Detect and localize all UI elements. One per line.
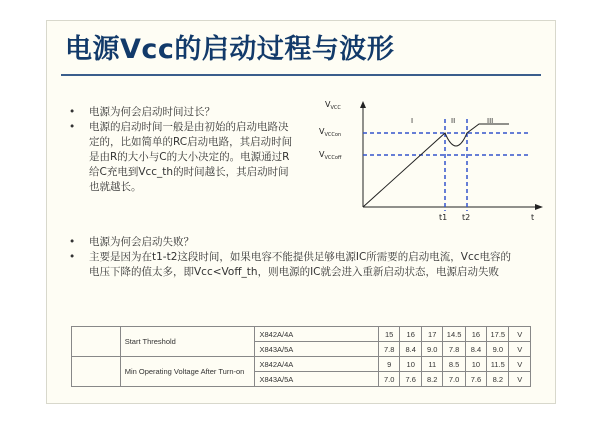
param-cell: Start Threshold <box>120 327 255 357</box>
table-blank-cell <box>72 327 121 357</box>
bullet-text: 电源为何会启动时间过长？ <box>89 106 215 118</box>
phase-1-label: I <box>411 117 414 125</box>
bullet-item <box>69 120 297 195</box>
t1-label: t1 <box>439 213 448 222</box>
value-cell: 7.6 <box>400 372 422 387</box>
value-cell: 11 <box>421 357 443 372</box>
value-cell: 16 <box>465 327 487 342</box>
bullet-item <box>69 250 519 280</box>
param-cell: Min Operating Voltage After Turn-on <box>120 357 255 387</box>
x-axis-label: t <box>531 213 535 222</box>
slide-title: 电源Vcc的启动过程与波形 <box>65 34 395 65</box>
value-cell: 17.5 <box>487 327 509 342</box>
vcc-startup-waveform <box>315 93 547 227</box>
value-cell: 9.0 <box>421 342 443 357</box>
value-cell: 10 <box>465 357 487 372</box>
value-cell: 7.0 <box>378 372 400 387</box>
phase-2-label: II <box>451 117 456 125</box>
x-axis-arrow-icon <box>535 204 543 210</box>
bullet-dot: • <box>69 121 76 133</box>
bullet-dot: • <box>69 106 76 118</box>
unit-cell: V <box>509 372 531 387</box>
y-axis-arrow-icon <box>360 101 366 108</box>
slide <box>46 20 556 404</box>
bullet-text: 主要是因为在t1-t2这段时间，如果电容不能提供足够电源IC所需要的启动电流，Vcc电容的电压下降的值太多，即Vcc<Voff_th，则电源的IC就会进入重新启动状态，电源启动失败 <box>89 251 512 278</box>
value-cell: 8.4 <box>400 342 422 357</box>
bullet-dot: • <box>69 236 76 248</box>
bullet-item <box>69 105 297 120</box>
value-cell: 10 <box>400 357 422 372</box>
t2-label: t2 <box>462 213 471 222</box>
table-blank-cell <box>72 357 121 387</box>
bullet-list-bottom <box>69 235 519 280</box>
vcc-waveform-curve <box>363 124 509 207</box>
value-cell: 11.5 <box>487 357 509 372</box>
bullet-dot: • <box>69 251 76 263</box>
value-cell: 9 <box>378 357 400 372</box>
value-cell: 9.0 <box>487 342 509 357</box>
value-cell: 8.2 <box>487 372 509 387</box>
value-cell: 16 <box>400 327 422 342</box>
table-row <box>72 327 531 342</box>
bullet-text: 电源为何会启动失败？ <box>89 236 194 248</box>
model-cell: X842A/4A <box>255 357 378 372</box>
spec-table <box>71 326 531 387</box>
value-cell: 7.8 <box>443 342 465 357</box>
table-row <box>72 357 531 372</box>
title-divider <box>61 74 541 76</box>
vcc-off-label: $V_{VCCoff}$ <box>319 150 342 161</box>
bullet-text: 电源的启动时间一般是由初始的启动电路决定的，比如简单的RC启动电路，其启动时间是由R的大小与C的大小决定的。电源通过R给C充电到Vcc_th的时间越长，其启动时间也就越长。 <box>89 121 293 193</box>
value-cell: 7.8 <box>378 342 400 357</box>
value-cell: 8.5 <box>443 357 465 372</box>
model-cell: X842A/4A <box>255 327 378 342</box>
value-cell: 15 <box>378 327 400 342</box>
value-cell: 8.4 <box>465 342 487 357</box>
unit-cell: V <box>509 342 531 357</box>
unit-cell: V <box>509 357 531 372</box>
model-cell: X843A/5A <box>255 372 378 387</box>
y-axis-label: $V_{VCC}$ <box>325 100 341 111</box>
bullet-item <box>69 235 519 250</box>
value-cell: 17 <box>421 327 443 342</box>
bullet-list-top <box>69 105 297 195</box>
value-cell: 7.6 <box>465 372 487 387</box>
value-cell: 7.0 <box>443 372 465 387</box>
value-cell: 8.2 <box>421 372 443 387</box>
unit-cell: V <box>509 327 531 342</box>
model-cell: X843A/5A <box>255 342 378 357</box>
vcc-on-label: $V_{VCCon}$ <box>319 127 342 138</box>
phase-3-label: III <box>487 117 494 125</box>
value-cell: 14.5 <box>443 327 465 342</box>
